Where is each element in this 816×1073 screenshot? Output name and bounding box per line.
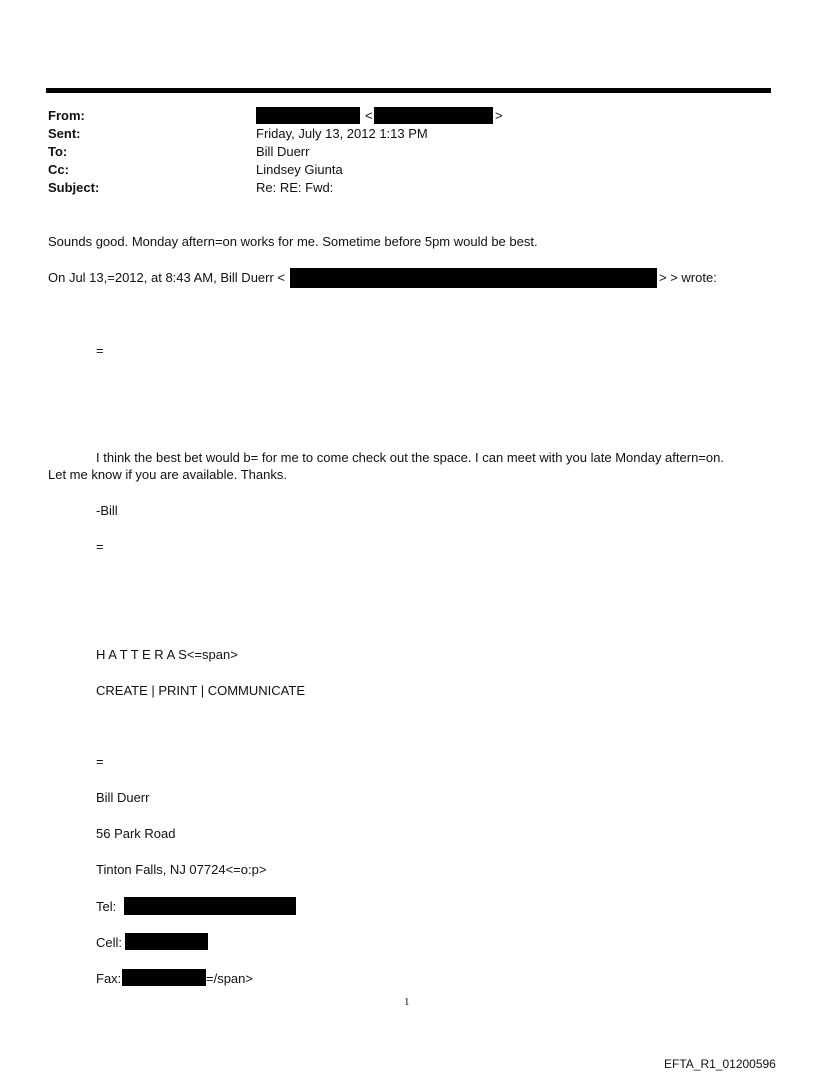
- subject-value: Re: RE: Fwd:: [256, 180, 334, 195]
- from-close-bracket: >: [495, 108, 503, 123]
- separator-eq-3: =: [96, 754, 104, 769]
- fax-redaction: [122, 969, 206, 986]
- header-rule: [46, 88, 771, 93]
- quote-intro: On Jul 13,=2012, at 8:43 AM, Bill Duerr <: [48, 270, 286, 285]
- fax-label: Fax:: [96, 971, 122, 986]
- paragraph-line-2: Let me know if you are available. Thanks.: [48, 467, 287, 482]
- reply-text: Sounds good. Monday aftern=on works for me. Sometime before 5pm would be best.: [48, 234, 538, 249]
- document-id: EFTA_R1_01200596: [664, 1057, 776, 1071]
- from-label: From:: [48, 108, 85, 123]
- signature-city: Tinton Falls, NJ 07724<=o:p>: [96, 862, 267, 877]
- from-name-redaction: [256, 107, 360, 124]
- sent-value: Friday, July 13, 2012 1:13 PM: [256, 126, 428, 141]
- fax-tail: =/span>: [206, 971, 253, 986]
- quote-email-redaction: [290, 268, 657, 288]
- tel-redaction: [124, 897, 296, 915]
- from-open-bracket: <: [365, 108, 373, 123]
- subject-label: Subject:: [48, 180, 100, 195]
- quote-end: > > wrote:: [659, 270, 717, 285]
- cell-label: Cell:: [96, 935, 123, 950]
- from-email-redaction: [374, 107, 493, 124]
- company-tagline: CREATE | PRINT | COMMUNICATE: [96, 683, 305, 698]
- to-value: Bill Duerr: [256, 144, 310, 159]
- cc-label: Cc:: [48, 162, 69, 177]
- separator-eq-1: =: [96, 343, 104, 358]
- cell-redaction: [125, 933, 208, 950]
- sent-label: Sent:: [48, 126, 81, 141]
- signature-name: Bill Duerr: [96, 790, 150, 805]
- paragraph-line-1: I think the best bet would b= for me to come check out the space. I can meet with you late Monday aftern=on.: [96, 450, 724, 465]
- tel-label: Tel:: [96, 899, 117, 914]
- signature-street: 56 Park Road: [96, 826, 176, 841]
- company-name: H A T T E R A S<=span>: [96, 647, 238, 662]
- to-label: To:: [48, 144, 68, 159]
- page-number: 1: [404, 996, 410, 1008]
- separator-eq-2: =: [96, 539, 104, 554]
- signoff: -Bill: [96, 503, 118, 518]
- cc-value: Lindsey Giunta: [256, 162, 343, 177]
